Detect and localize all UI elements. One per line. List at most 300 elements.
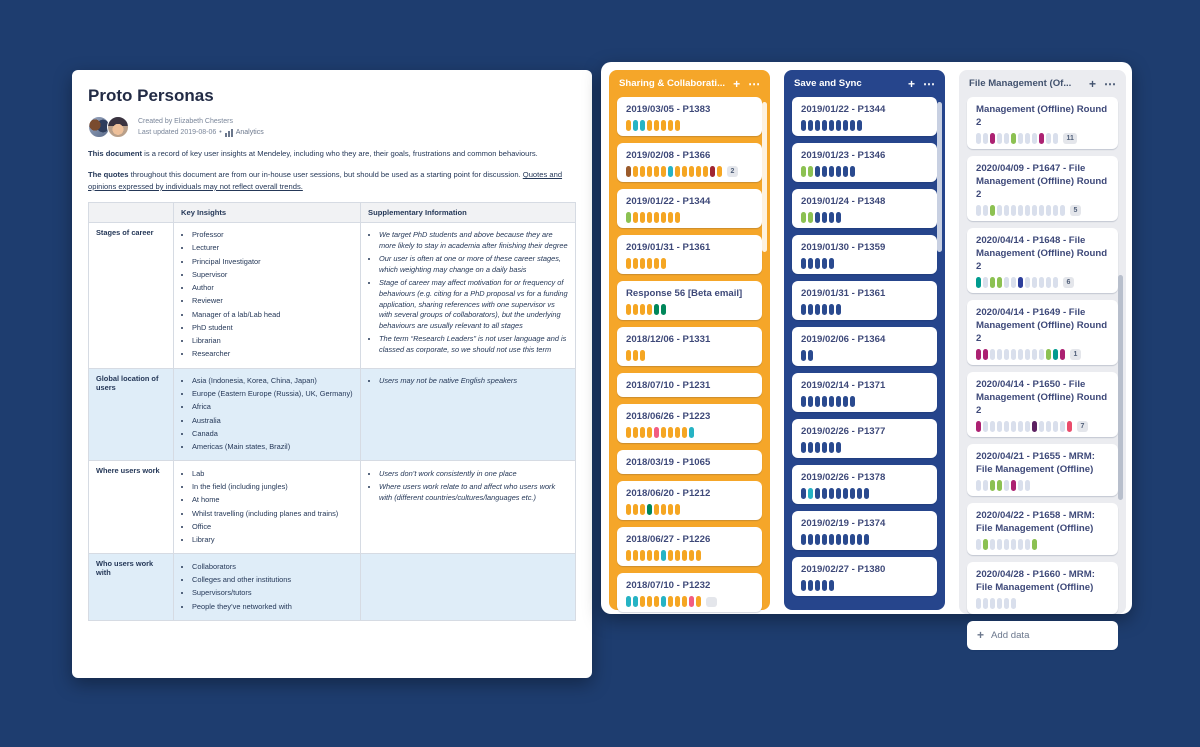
tag-dot bbox=[647, 304, 652, 315]
list-item: • Lab bbox=[192, 469, 353, 480]
column-title: Sharing & Collaborati... bbox=[619, 78, 726, 89]
tag-dot bbox=[647, 258, 652, 269]
tag-dot bbox=[1046, 133, 1051, 144]
tag-dot bbox=[983, 539, 988, 550]
tag-dot bbox=[640, 258, 645, 269]
tag-dot bbox=[626, 550, 631, 561]
supplementary-list bbox=[368, 469, 568, 504]
board-card[interactable] bbox=[617, 189, 762, 228]
tag-dot bbox=[815, 442, 820, 453]
tag-dot bbox=[668, 166, 673, 177]
list-item: • Users don’t work consistently in one place bbox=[379, 469, 568, 480]
tag-dot bbox=[836, 304, 841, 315]
board-card[interactable] bbox=[792, 143, 937, 182]
board-card[interactable] bbox=[617, 573, 762, 612]
tag-dot bbox=[717, 166, 722, 177]
card-badge: 7 bbox=[1077, 421, 1088, 432]
card-list bbox=[609, 95, 770, 620]
tag-dot bbox=[1025, 539, 1030, 550]
board-card[interactable] bbox=[792, 189, 937, 228]
key-insights-cell bbox=[174, 461, 361, 554]
tag-dot bbox=[976, 421, 981, 432]
board-card[interactable] bbox=[792, 327, 937, 366]
tag-dot bbox=[675, 550, 680, 561]
board-card[interactable] bbox=[967, 300, 1118, 365]
tag-dot bbox=[822, 442, 827, 453]
card-title: 2018/06/27 - P1226 bbox=[626, 534, 711, 545]
card-title: 2020/04/09 - P1647 - File Management (Offline) Round 2 bbox=[976, 163, 1108, 200]
add-data-button[interactable] bbox=[967, 621, 1118, 650]
tag-dot-row bbox=[626, 596, 753, 607]
tag-dot bbox=[1004, 133, 1009, 144]
tag-dot bbox=[983, 598, 988, 609]
tag-dot bbox=[1025, 349, 1030, 360]
card-title: 2019/02/14 - P1371 bbox=[801, 380, 886, 391]
tag-dot bbox=[1011, 598, 1016, 609]
tag-dot bbox=[822, 258, 827, 269]
list-item: • Principal Investigator bbox=[192, 257, 353, 268]
card-badge: 1 bbox=[1070, 349, 1081, 360]
tag-dot bbox=[836, 442, 841, 453]
tag-dot-row bbox=[626, 304, 753, 315]
board-card[interactable] bbox=[967, 228, 1118, 293]
document-meta bbox=[88, 116, 576, 138]
tag-dot bbox=[640, 504, 645, 515]
board-card[interactable] bbox=[967, 444, 1118, 496]
board-card[interactable] bbox=[792, 465, 937, 504]
tag-dot-row bbox=[801, 580, 928, 591]
tag-dot-row bbox=[801, 350, 928, 361]
tag-dot bbox=[843, 120, 848, 131]
tag-dot bbox=[668, 504, 673, 515]
tag-dot bbox=[661, 166, 666, 177]
paragraph bbox=[88, 169, 576, 193]
list-item: • Colleges and other institutions bbox=[192, 575, 353, 586]
tag-dot-row bbox=[801, 212, 928, 223]
tag-dot bbox=[815, 580, 820, 591]
tag-dot bbox=[997, 133, 1002, 144]
tag-dot bbox=[990, 277, 995, 288]
insights-table bbox=[88, 202, 576, 621]
board-card[interactable] bbox=[792, 557, 937, 596]
list-item: • In the field (including jungles) bbox=[192, 482, 353, 493]
list-item: • Reviewer bbox=[192, 296, 353, 307]
tag-dot bbox=[829, 304, 834, 315]
tag-dot bbox=[843, 488, 848, 499]
board-card[interactable] bbox=[792, 281, 937, 320]
tag-dot-row bbox=[976, 598, 1109, 609]
tag-dot bbox=[1060, 421, 1065, 432]
tag-dot bbox=[633, 350, 638, 361]
supplementary-header: Supplementary Information bbox=[361, 202, 576, 222]
tag-dot bbox=[997, 480, 1002, 491]
tag-dot bbox=[808, 534, 813, 545]
board-card[interactable] bbox=[617, 481, 762, 520]
tag-dot bbox=[1053, 205, 1058, 216]
row-label: Global location of users bbox=[89, 368, 174, 461]
tag-dot bbox=[668, 596, 673, 607]
tag-dot bbox=[1039, 133, 1044, 144]
tag-dot bbox=[689, 166, 694, 177]
card-title: Management (Offline) Round 2 bbox=[976, 104, 1108, 128]
tag-dot-row bbox=[626, 550, 753, 561]
tag-dot bbox=[829, 580, 834, 591]
tag-dot bbox=[633, 427, 638, 438]
column-header bbox=[609, 70, 770, 95]
tag-dot bbox=[1067, 421, 1072, 432]
board-card[interactable] bbox=[967, 372, 1118, 437]
tag-dot bbox=[1032, 539, 1037, 550]
tag-dot bbox=[808, 212, 813, 223]
tag-dot bbox=[836, 488, 841, 499]
tag-dot bbox=[626, 427, 631, 438]
tag-dot bbox=[801, 212, 806, 223]
tag-dot bbox=[647, 504, 652, 515]
tag-dot bbox=[640, 120, 645, 131]
tag-dot bbox=[808, 396, 813, 407]
tag-dot bbox=[1025, 205, 1030, 216]
table-row bbox=[89, 554, 576, 620]
add-card-icon[interactable]: + bbox=[1088, 76, 1096, 91]
tag-dot bbox=[675, 427, 680, 438]
tag-dot bbox=[675, 212, 680, 223]
tag-dot bbox=[801, 396, 806, 407]
table-header-row bbox=[89, 202, 576, 222]
tag-dot bbox=[1011, 349, 1016, 360]
tag-dot bbox=[710, 166, 715, 177]
tag-dot bbox=[1004, 205, 1009, 216]
tag-dot bbox=[689, 550, 694, 561]
insights-list bbox=[181, 562, 353, 612]
tag-dot bbox=[654, 258, 659, 269]
tag-dot bbox=[983, 349, 988, 360]
insights-list bbox=[181, 230, 353, 360]
board-card[interactable] bbox=[792, 235, 937, 274]
tag-dot bbox=[801, 304, 806, 315]
tag-dot bbox=[976, 480, 981, 491]
tag-dot bbox=[843, 534, 848, 545]
board-card[interactable] bbox=[792, 97, 937, 136]
tag-dot-row bbox=[976, 480, 1109, 491]
analytics-link[interactable]: Analytics bbox=[235, 129, 264, 137]
underlined-link-text[interactable]: Quotes and opinions expressed by individuals may not reflect overall trends. bbox=[88, 170, 563, 191]
card-title: 2019/02/26 - P1377 bbox=[801, 426, 886, 437]
meta-separator: • bbox=[219, 129, 222, 137]
tag-dot bbox=[1053, 421, 1058, 432]
tag-dot bbox=[1046, 277, 1051, 288]
tag-dot bbox=[815, 488, 820, 499]
tag-dot bbox=[1060, 349, 1065, 360]
add-card-icon[interactable]: + bbox=[907, 76, 915, 91]
tag-dot bbox=[703, 166, 708, 177]
tag-dot bbox=[983, 277, 988, 288]
list-item: • Australia bbox=[192, 416, 353, 427]
tag-dot-row bbox=[626, 166, 753, 177]
tag-dot bbox=[668, 550, 673, 561]
tag-dot-row bbox=[801, 488, 928, 499]
supplementary-cell bbox=[361, 222, 576, 368]
tag-dot bbox=[1004, 421, 1009, 432]
column-title: File Management (Of... bbox=[969, 78, 1072, 89]
tag-dot-row bbox=[801, 442, 928, 453]
tag-dot bbox=[836, 166, 841, 177]
tag-dot bbox=[1053, 349, 1058, 360]
tag-dot bbox=[801, 534, 806, 545]
table-row bbox=[89, 222, 576, 368]
tag-dot bbox=[647, 596, 652, 607]
tag-dot-row bbox=[626, 258, 753, 269]
tag-dot bbox=[997, 205, 1002, 216]
tag-dot bbox=[640, 304, 645, 315]
tag-dot bbox=[647, 120, 652, 131]
board-card[interactable] bbox=[967, 156, 1118, 221]
tag-dot bbox=[689, 596, 694, 607]
board-card[interactable] bbox=[617, 327, 762, 366]
tag-dot bbox=[661, 212, 666, 223]
tag-dot bbox=[815, 212, 820, 223]
scrollbar-thumb[interactable] bbox=[762, 102, 767, 252]
tag-dot bbox=[1011, 133, 1016, 144]
tag-dot-row bbox=[976, 133, 1109, 144]
tag-dot-row bbox=[976, 277, 1109, 288]
page-title: Proto Personas bbox=[88, 86, 214, 105]
card-badge: 5 bbox=[1070, 205, 1081, 216]
tag-dot bbox=[850, 166, 855, 177]
tag-dot bbox=[990, 539, 995, 550]
row-label: Where users work bbox=[89, 461, 174, 554]
tag-dot bbox=[1011, 277, 1016, 288]
paragraph-lead: The quotes bbox=[88, 170, 129, 180]
tag-dot bbox=[661, 427, 666, 438]
tag-dot bbox=[626, 596, 631, 607]
scrollbar-thumb[interactable] bbox=[1118, 275, 1123, 500]
column-header bbox=[784, 70, 945, 95]
card-title: 2019/01/31 - P1361 bbox=[626, 242, 711, 253]
tag-dot-row bbox=[626, 120, 753, 131]
tag-dot bbox=[1039, 277, 1044, 288]
tag-dot bbox=[661, 120, 666, 131]
tag-dot bbox=[836, 120, 841, 131]
tag-dot bbox=[857, 488, 862, 499]
tag-dot bbox=[633, 596, 638, 607]
board-card[interactable] bbox=[967, 97, 1118, 149]
tag-dot bbox=[654, 120, 659, 131]
tag-dot bbox=[1018, 480, 1023, 491]
tag-dot bbox=[850, 534, 855, 545]
tag-dot bbox=[1018, 421, 1023, 432]
supplementary-cell bbox=[361, 461, 576, 554]
tag-dot bbox=[990, 421, 995, 432]
tag-dot bbox=[654, 166, 659, 177]
board-card[interactable] bbox=[617, 281, 762, 320]
board-card[interactable] bbox=[617, 97, 762, 136]
tag-dot bbox=[1039, 205, 1044, 216]
board-card[interactable] bbox=[617, 404, 762, 443]
tag-dot bbox=[990, 205, 995, 216]
tag-dot bbox=[640, 212, 645, 223]
tag-dot bbox=[1032, 349, 1037, 360]
tag-dot bbox=[1004, 480, 1009, 491]
tag-dot bbox=[801, 166, 806, 177]
tag-dot bbox=[1025, 421, 1030, 432]
board-card[interactable] bbox=[617, 527, 762, 566]
card-badge: 2 bbox=[727, 166, 738, 177]
paragraph-text: is a record of key user insights at Mendeley, including who they are, their goals, frustrations and common behaviours. bbox=[142, 149, 538, 159]
tag-dot bbox=[815, 120, 820, 131]
supplementary-cell bbox=[361, 554, 576, 620]
card-title: 2019/02/08 - P1366 bbox=[626, 150, 711, 161]
board-card[interactable] bbox=[792, 373, 937, 412]
card-title: 2018/07/10 - P1232 bbox=[626, 580, 711, 591]
tag-dot bbox=[976, 349, 981, 360]
tag-dot bbox=[633, 504, 638, 515]
tag-dot bbox=[850, 488, 855, 499]
tag-dot bbox=[640, 427, 645, 438]
tag-dot bbox=[997, 539, 1002, 550]
board-column bbox=[609, 70, 770, 610]
tag-dot bbox=[1004, 349, 1009, 360]
tag-dot bbox=[815, 258, 820, 269]
tag-dot bbox=[675, 166, 680, 177]
tag-dot bbox=[1032, 133, 1037, 144]
paragraph bbox=[88, 148, 576, 160]
tag-dot bbox=[801, 350, 806, 361]
tag-dot bbox=[1046, 205, 1051, 216]
tag-dot bbox=[1004, 277, 1009, 288]
tag-dot bbox=[1060, 205, 1065, 216]
column-menu-icon[interactable]: ⋯ bbox=[748, 76, 761, 91]
tag-dot bbox=[815, 396, 820, 407]
card-title: 2020/04/28 - P1660 - MRM: File Management (Offline) bbox=[976, 569, 1095, 593]
tag-dot bbox=[654, 550, 659, 561]
list-item: • Canada bbox=[192, 429, 353, 440]
key-insights-cell bbox=[174, 554, 361, 620]
tag-dot bbox=[640, 596, 645, 607]
tag-dot bbox=[822, 212, 827, 223]
tag-dot bbox=[640, 550, 645, 561]
tag-dot bbox=[1004, 598, 1009, 609]
board-card[interactable] bbox=[617, 373, 762, 397]
tag-dot-row bbox=[801, 120, 928, 131]
tag-dot bbox=[1032, 277, 1037, 288]
board-card[interactable] bbox=[617, 450, 762, 474]
board-card[interactable] bbox=[967, 562, 1118, 614]
tag-dot bbox=[633, 120, 638, 131]
tag-dot bbox=[647, 427, 652, 438]
insights-table-body bbox=[89, 222, 576, 620]
tag-dot bbox=[1025, 480, 1030, 491]
tag-dot bbox=[836, 534, 841, 545]
tag-dot bbox=[801, 258, 806, 269]
tag-dot bbox=[668, 212, 673, 223]
tag-dot-row bbox=[976, 205, 1109, 216]
tag-dot bbox=[1039, 421, 1044, 432]
tag-dot bbox=[1046, 421, 1051, 432]
tag-dot bbox=[815, 534, 820, 545]
avatar[interactable] bbox=[107, 116, 129, 138]
tag-dot bbox=[822, 534, 827, 545]
tag-dot bbox=[1018, 349, 1023, 360]
tag-dot bbox=[696, 166, 701, 177]
tag-dot bbox=[857, 534, 862, 545]
tag-dot bbox=[801, 488, 806, 499]
tag-dot bbox=[836, 212, 841, 223]
analytics-chart-icon bbox=[225, 129, 233, 137]
tag-dot bbox=[696, 596, 701, 607]
tag-dot bbox=[843, 166, 848, 177]
card-title: 2020/04/14 - P1648 - File Management (Offline) Round 2 bbox=[976, 235, 1108, 272]
tag-dot bbox=[997, 598, 1002, 609]
list-item: • Library bbox=[192, 535, 353, 546]
tag-dot bbox=[808, 350, 813, 361]
tag-dot bbox=[983, 421, 988, 432]
tag-dot bbox=[864, 488, 869, 499]
tag-dot bbox=[626, 120, 631, 131]
tag-dot bbox=[815, 166, 820, 177]
column-menu-icon[interactable]: ⋯ bbox=[923, 76, 935, 91]
tag-dot bbox=[626, 258, 631, 269]
insights-list bbox=[181, 469, 353, 546]
list-item: • Europe (Eastern Europe (Russia), UK, Germany) bbox=[192, 389, 353, 400]
tag-dot bbox=[801, 580, 806, 591]
scrollbar-thumb[interactable] bbox=[937, 102, 942, 252]
list-item: • PhD student bbox=[192, 323, 353, 334]
list-item: • Whilst travelling (including planes and trains) bbox=[192, 509, 353, 520]
tag-dot bbox=[1004, 539, 1009, 550]
tag-dot bbox=[661, 550, 666, 561]
card-list bbox=[959, 95, 1126, 658]
tag-dot bbox=[682, 550, 687, 561]
tag-dot bbox=[647, 550, 652, 561]
card-title: 2018/03/19 - P1065 bbox=[626, 457, 711, 468]
tag-dot bbox=[1018, 205, 1023, 216]
tag-dot bbox=[682, 427, 687, 438]
board-card[interactable] bbox=[967, 503, 1118, 555]
board-card[interactable] bbox=[617, 235, 762, 274]
board-card[interactable] bbox=[617, 143, 762, 182]
tag-dot bbox=[1046, 349, 1051, 360]
card-title: 2019/01/23 - P1346 bbox=[801, 150, 886, 161]
key-insights-cell bbox=[174, 368, 361, 461]
card-title: Response 56 [Beta email] bbox=[626, 288, 743, 299]
key-insights-cell bbox=[174, 222, 361, 368]
list-item: • Lecturer bbox=[192, 243, 353, 254]
board-card[interactable] bbox=[792, 419, 937, 458]
board-column bbox=[959, 70, 1126, 642]
column-menu-icon[interactable]: ⋯ bbox=[1104, 76, 1116, 91]
tag-dot bbox=[822, 396, 827, 407]
list-item: • Author bbox=[192, 283, 353, 294]
supplementary-cell bbox=[361, 368, 576, 461]
tag-dot bbox=[654, 504, 659, 515]
tag-dot bbox=[1018, 133, 1023, 144]
supplementary-list bbox=[368, 376, 568, 387]
table-row bbox=[89, 368, 576, 461]
list-item: • Supervisor bbox=[192, 270, 353, 281]
card-title: 2019/01/22 - P1344 bbox=[626, 196, 711, 207]
tag-dot bbox=[808, 442, 813, 453]
add-card-icon[interactable]: + bbox=[733, 76, 741, 91]
card-title: 2018/06/20 - P1212 bbox=[626, 488, 711, 499]
list-item: • Professor bbox=[192, 230, 353, 241]
document-paragraphs bbox=[72, 148, 592, 192]
tag-dot bbox=[654, 304, 659, 315]
card-badge: 6 bbox=[1063, 277, 1074, 288]
tag-dot bbox=[1053, 133, 1058, 144]
tag-dot bbox=[829, 120, 834, 131]
board-card[interactable] bbox=[792, 511, 937, 550]
tag-dot bbox=[661, 504, 666, 515]
